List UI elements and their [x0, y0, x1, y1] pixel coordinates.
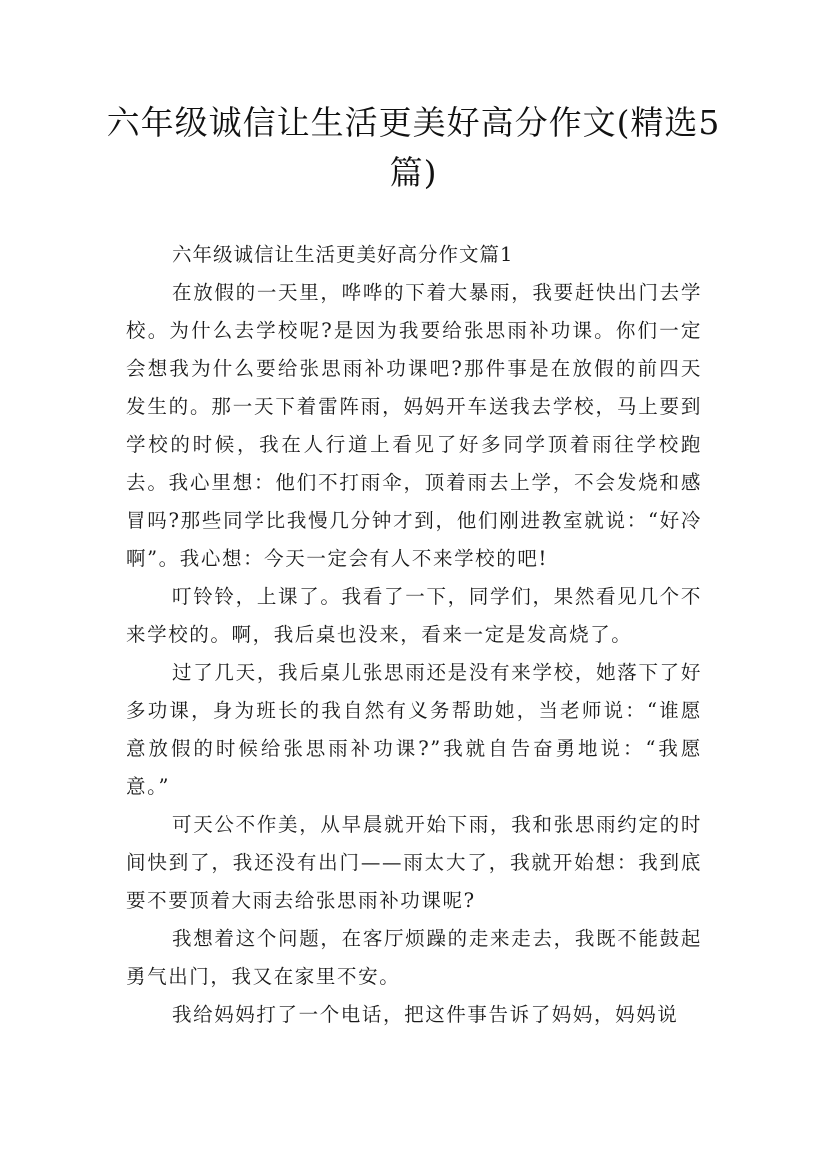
- paragraph-4: 可天公不作美，从早晨就开始下雨，我和张思雨约定的时间快到了，我还没有出门——雨太大了，我就开始想：我到底要不要顶着大雨去给张思雨补功课呢?: [126, 813, 702, 912]
- essay-subtitle: 六年级诚信让生活更美好高分作文篇1: [172, 243, 514, 266]
- paragraph-5: 我想着这个问题，在客厅烦躁的走来走去，我既不能鼓起勇气出门，我又在家里不安。: [126, 927, 702, 988]
- document-body: [126, 236, 702, 1034]
- paragraph-3: 过了几天，我后桌儿张思雨还是没有来学校，她落下了好多功课，身为班长的我自然有义务帮助她，当老师说：“谁愿意放假的时候给张思雨补功课?”我就自告奋勇地说：“我愿意。”: [126, 661, 702, 798]
- document-title: 六年级诚信让生活更美好高分作文(精选5篇): [106, 103, 721, 192]
- paragraph-6: 我给妈妈打了一个电话，把这件事告诉了妈妈，妈妈说: [172, 1003, 679, 1026]
- paragraph-2: 叮铃铃，上课了。我看了一下，同学们，果然看见几个不来学校的。啊，我后桌也没来，看来一定是发高烧了。: [126, 585, 702, 646]
- paragraph-1: 在放假的一天里，哗哗的下着大暴雨，我要赶快出门去学校。为什么去学校呢?是因为我要给张思雨补功课。你们一定会想我为什么要给张思雨补功课吧?那件事是在放假的前四天发生的。那一天下着雷阵雨，妈妈开车送我去学校，马上要到学校的时候，我在人行道上看见了好多同学顶着雨往学校跑去。我心里想：他们不打雨伞，顶着雨去上学，不会发烧和感冒吗?那些同学比我慢几分钟才到，他们刚进教室就说：“好冷啊”。我心想：今天一定会有人不来学校的吧!: [126, 281, 702, 570]
